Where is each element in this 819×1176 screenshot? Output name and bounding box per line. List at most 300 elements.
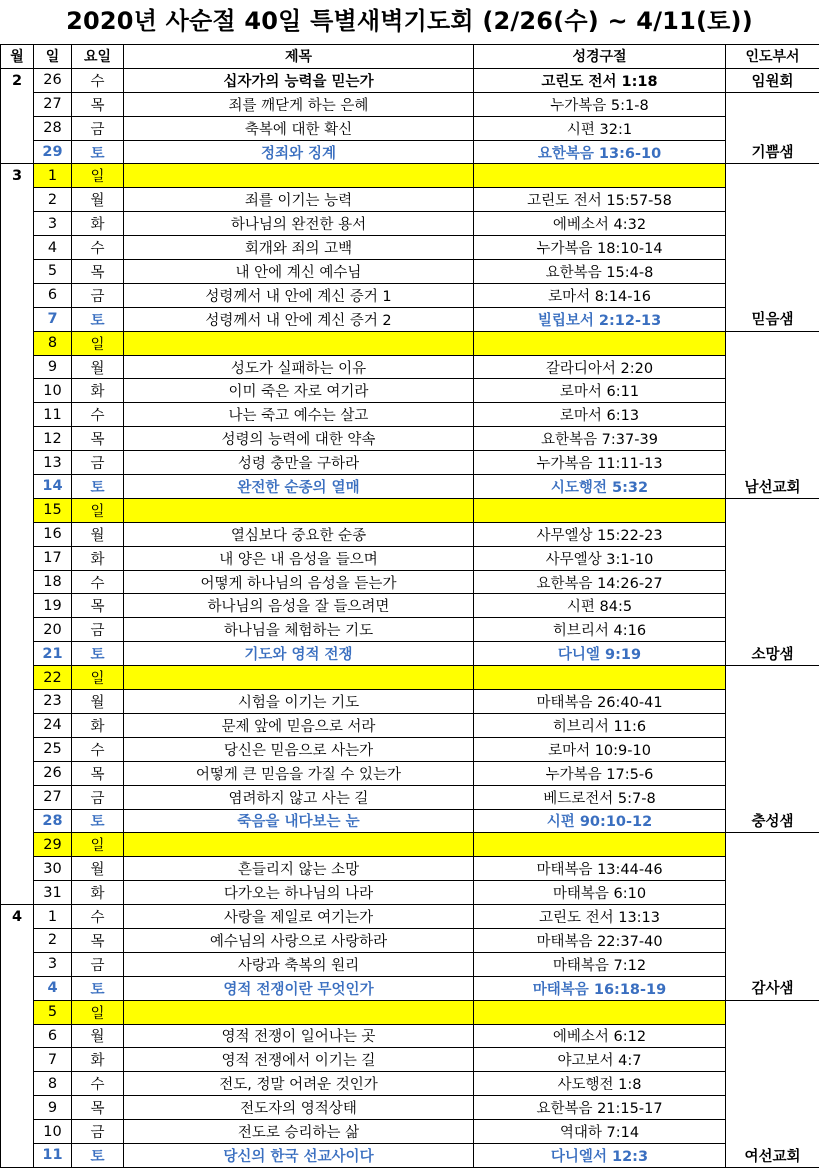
row-title: 당신의 한국 선교사이다 — [124, 1143, 474, 1167]
row-title: 하나님을 체험하는 기도 — [124, 618, 474, 642]
row-weekday: 토 — [72, 1143, 124, 1167]
row-month — [1, 976, 34, 1000]
row-month — [1, 283, 34, 307]
schedule-table — [0, 44, 819, 1168]
row-month — [1, 642, 34, 666]
row-weekday: 일 — [72, 1000, 124, 1024]
row-day: 6 — [34, 1024, 72, 1048]
table-row — [1, 92, 819, 116]
row-title: 십자가의 능력을 믿는가 — [124, 68, 474, 92]
table-row — [1, 522, 819, 546]
row-dept: 임원회 — [726, 68, 819, 92]
row-month — [1, 1072, 34, 1096]
row-month — [1, 1048, 34, 1072]
row-title: 염려하지 않고 사는 길 — [124, 785, 474, 809]
row-day: 17 — [34, 546, 72, 570]
table-row — [1, 642, 819, 666]
row-dept — [726, 283, 819, 307]
table-row — [1, 260, 819, 284]
row-verse: 시편 84:5 — [474, 594, 726, 618]
row-day: 24 — [34, 713, 72, 737]
row-dept — [726, 379, 819, 403]
row-weekday: 화 — [72, 1048, 124, 1072]
header-day: 일 — [34, 45, 72, 69]
table-row — [1, 666, 819, 690]
row-weekday: 월 — [72, 355, 124, 379]
row-title: 기도와 영적 전쟁 — [124, 642, 474, 666]
table-row — [1, 379, 819, 403]
row-title — [124, 666, 474, 690]
row-title: 시험을 이기는 기도 — [124, 690, 474, 714]
row-day: 15 — [34, 498, 72, 522]
row-weekday: 일 — [72, 833, 124, 857]
table-row — [1, 451, 819, 475]
row-month — [1, 713, 34, 737]
row-verse: 마태복음 13:44-46 — [474, 857, 726, 881]
row-month — [1, 379, 34, 403]
row-dept — [726, 403, 819, 427]
table-row — [1, 809, 819, 833]
row-day: 1 — [34, 164, 72, 188]
row-verse — [474, 1000, 726, 1024]
row-day: 20 — [34, 618, 72, 642]
table-row — [1, 403, 819, 427]
row-title: 성도가 실패하는 이유 — [124, 355, 474, 379]
row-dept — [726, 1024, 819, 1048]
row-title: 완전한 순종의 열매 — [124, 475, 474, 499]
row-verse: 사도행전 1:8 — [474, 1072, 726, 1096]
row-month — [1, 594, 34, 618]
row-dept — [726, 355, 819, 379]
row-title: 하나님의 완전한 용서 — [124, 212, 474, 236]
row-day: 9 — [34, 355, 72, 379]
row-day: 28 — [34, 809, 72, 833]
row-weekday: 금 — [72, 451, 124, 475]
row-day: 2 — [34, 188, 72, 212]
row-weekday: 목 — [72, 594, 124, 618]
row-verse: 고린도 전서 13:13 — [474, 905, 726, 929]
row-month — [1, 140, 34, 164]
row-title: 성령 충만을 구하라 — [124, 451, 474, 475]
row-verse: 히브리서 4:16 — [474, 618, 726, 642]
row-verse: 누가복음 17:5-6 — [474, 761, 726, 785]
row-day: 30 — [34, 857, 72, 881]
row-month — [1, 331, 34, 355]
table-row — [1, 1024, 819, 1048]
row-title — [124, 498, 474, 522]
row-verse: 로마서 6:11 — [474, 379, 726, 403]
row-title: 영적 전쟁이란 무엇인가 — [124, 976, 474, 1000]
row-dept — [726, 188, 819, 212]
row-day: 5 — [34, 260, 72, 284]
row-weekday: 월 — [72, 690, 124, 714]
table-row — [1, 68, 819, 92]
row-title: 열심보다 중요한 순종 — [124, 522, 474, 546]
row-weekday: 일 — [72, 331, 124, 355]
row-dept — [726, 164, 819, 188]
row-dept: 남선교회 — [726, 475, 819, 499]
row-day: 4 — [34, 976, 72, 1000]
row-verse: 에베소서 4:32 — [474, 212, 726, 236]
row-day: 2 — [34, 928, 72, 952]
row-title — [124, 1000, 474, 1024]
row-day: 5 — [34, 1000, 72, 1024]
row-month — [1, 188, 34, 212]
row-verse: 야고보서 4:7 — [474, 1048, 726, 1072]
row-verse: 누가복음 11:11-13 — [474, 451, 726, 475]
table-row — [1, 594, 819, 618]
row-dept — [726, 690, 819, 714]
row-verse: 마태복음 22:37-40 — [474, 928, 726, 952]
row-month — [1, 1000, 34, 1024]
row-title: 당신은 믿음으로 사는가 — [124, 737, 474, 761]
row-weekday: 토 — [72, 475, 124, 499]
row-verse: 요한복음 14:26-27 — [474, 570, 726, 594]
row-weekday: 목 — [72, 427, 124, 451]
row-verse — [474, 833, 726, 857]
row-verse: 요한복음 21:15-17 — [474, 1096, 726, 1120]
row-day: 8 — [34, 1072, 72, 1096]
row-title: 다가오는 하나님의 나라 — [124, 881, 474, 905]
row-day: 16 — [34, 522, 72, 546]
row-dept — [726, 427, 819, 451]
row-month — [1, 427, 34, 451]
table-row — [1, 905, 819, 929]
row-title: 전도, 정말 어려운 것인가 — [124, 1072, 474, 1096]
page-title: 2020년 사순절 40일 특별새벽기도회 (2/26(수) ~ 4/11(토)) — [66, 7, 753, 35]
row-weekday: 금 — [72, 952, 124, 976]
row-month — [1, 881, 34, 905]
table-row — [1, 1096, 819, 1120]
row-weekday: 수 — [72, 403, 124, 427]
row-month — [1, 451, 34, 475]
row-dept — [726, 713, 819, 737]
table-row — [1, 1072, 819, 1096]
row-dept — [726, 905, 819, 929]
row-title: 사랑과 축복의 원리 — [124, 952, 474, 976]
row-verse: 빌립보서 2:12-13 — [474, 307, 726, 331]
row-verse: 고린도 전서 15:57-58 — [474, 188, 726, 212]
row-dept — [726, 618, 819, 642]
row-weekday: 수 — [72, 68, 124, 92]
row-title — [124, 331, 474, 355]
row-dept — [726, 1072, 819, 1096]
row-title — [124, 833, 474, 857]
row-title: 죽음을 내다보는 눈 — [124, 809, 474, 833]
row-month — [1, 1120, 34, 1144]
row-weekday: 금 — [72, 618, 124, 642]
row-month — [1, 928, 34, 952]
row-month — [1, 618, 34, 642]
row-title: 축복에 대한 확신 — [124, 116, 474, 140]
table-row — [1, 737, 819, 761]
row-month — [1, 403, 34, 427]
row-weekday: 화 — [72, 546, 124, 570]
row-day: 27 — [34, 785, 72, 809]
row-verse — [474, 331, 726, 355]
row-weekday: 월 — [72, 188, 124, 212]
row-title: 예수님의 사랑으로 사랑하라 — [124, 928, 474, 952]
row-weekday: 월 — [72, 1024, 124, 1048]
row-title: 어떻게 큰 믿음을 가질 수 있는가 — [124, 761, 474, 785]
row-weekday: 일 — [72, 498, 124, 522]
row-dept — [726, 881, 819, 905]
row-weekday: 금 — [72, 116, 124, 140]
row-title: 어떻게 하나님의 음성을 듣는가 — [124, 570, 474, 594]
row-weekday: 목 — [72, 928, 124, 952]
header-dept: 인도부서 — [726, 45, 819, 69]
row-verse: 다니엘서 12:3 — [474, 1143, 726, 1167]
table-row — [1, 690, 819, 714]
row-verse: 사무엘상 15:22-23 — [474, 522, 726, 546]
table-row — [1, 546, 819, 570]
row-month — [1, 857, 34, 881]
row-title: 이미 죽은 자로 여기라 — [124, 379, 474, 403]
row-verse: 시편 90:10-12 — [474, 809, 726, 833]
row-dept — [726, 833, 819, 857]
table-row — [1, 928, 819, 952]
row-day: 29 — [34, 833, 72, 857]
row-verse: 히브리서 11:6 — [474, 713, 726, 737]
row-verse: 시도행전 5:32 — [474, 475, 726, 499]
row-verse: 마태복음 16:18-19 — [474, 976, 726, 1000]
row-day: 29 — [34, 140, 72, 164]
table-row — [1, 857, 819, 881]
row-month — [1, 355, 34, 379]
row-month — [1, 690, 34, 714]
row-month — [1, 260, 34, 284]
table-row — [1, 618, 819, 642]
row-verse: 역대하 7:14 — [474, 1120, 726, 1144]
table-row — [1, 833, 819, 857]
row-month: 3 — [1, 164, 34, 188]
row-weekday: 금 — [72, 283, 124, 307]
row-verse — [474, 498, 726, 522]
table-row — [1, 881, 819, 905]
row-dept — [726, 212, 819, 236]
row-month — [1, 307, 34, 331]
row-day: 28 — [34, 116, 72, 140]
row-weekday: 금 — [72, 1120, 124, 1144]
table-row — [1, 976, 819, 1000]
row-day: 7 — [34, 307, 72, 331]
header-title: 제목 — [124, 45, 474, 69]
row-title: 죄를 이기는 능력 — [124, 188, 474, 212]
header-verse: 성경구절 — [474, 45, 726, 69]
row-dept — [726, 522, 819, 546]
table-row — [1, 307, 819, 331]
row-verse: 마태복음 6:10 — [474, 881, 726, 905]
row-dept: 여선교회 — [726, 1143, 819, 1167]
row-day: 11 — [34, 403, 72, 427]
row-dept — [726, 236, 819, 260]
row-month — [1, 236, 34, 260]
table-row — [1, 331, 819, 355]
row-dept — [726, 92, 819, 116]
table-row — [1, 1000, 819, 1024]
table-row — [1, 713, 819, 737]
row-dept — [726, 928, 819, 952]
row-dept — [726, 785, 819, 809]
row-day: 6 — [34, 283, 72, 307]
row-verse — [474, 164, 726, 188]
row-verse: 로마서 10:9-10 — [474, 737, 726, 761]
table-row — [1, 761, 819, 785]
row-title: 내 안에 계신 예수님 — [124, 260, 474, 284]
table-row — [1, 475, 819, 499]
row-weekday: 목 — [72, 761, 124, 785]
row-title: 전도자의 영적상태 — [124, 1096, 474, 1120]
header-month: 월 — [1, 45, 34, 69]
row-weekday: 화 — [72, 379, 124, 403]
row-verse: 고린도 전서 1:18 — [474, 68, 726, 92]
row-day: 10 — [34, 379, 72, 403]
row-dept — [726, 857, 819, 881]
row-dept: 믿음샘 — [726, 307, 819, 331]
row-verse: 마태복음 7:12 — [474, 952, 726, 976]
row-month — [1, 546, 34, 570]
row-weekday: 토 — [72, 642, 124, 666]
row-verse: 에베소서 6:12 — [474, 1024, 726, 1048]
row-title: 사랑을 제일로 여기는가 — [124, 905, 474, 929]
row-dept — [726, 761, 819, 785]
row-verse: 사무엘상 3:1-10 — [474, 546, 726, 570]
row-weekday: 일 — [72, 666, 124, 690]
table-row — [1, 188, 819, 212]
row-verse: 누가복음 18:10-14 — [474, 236, 726, 260]
row-month — [1, 475, 34, 499]
row-month — [1, 737, 34, 761]
row-dept — [726, 331, 819, 355]
row-month — [1, 570, 34, 594]
row-dept: 감사샘 — [726, 976, 819, 1000]
row-title: 성령의 능력에 대한 약속 — [124, 427, 474, 451]
table-row — [1, 498, 819, 522]
row-month — [1, 212, 34, 236]
row-day: 19 — [34, 594, 72, 618]
row-verse — [474, 666, 726, 690]
row-dept — [726, 737, 819, 761]
row-dept — [726, 1048, 819, 1072]
row-day: 9 — [34, 1096, 72, 1120]
row-weekday: 목 — [72, 92, 124, 116]
table-row — [1, 1120, 819, 1144]
row-verse: 베드로전서 5:7-8 — [474, 785, 726, 809]
row-day: 8 — [34, 331, 72, 355]
row-title: 내 양은 내 음성을 들으며 — [124, 546, 474, 570]
row-verse: 시편 32:1 — [474, 116, 726, 140]
header-dow: 요일 — [72, 45, 124, 69]
row-weekday: 수 — [72, 236, 124, 260]
row-weekday: 수 — [72, 570, 124, 594]
row-month — [1, 116, 34, 140]
row-weekday: 화 — [72, 881, 124, 905]
row-weekday: 화 — [72, 713, 124, 737]
row-dept — [726, 952, 819, 976]
row-verse: 갈라디아서 2:20 — [474, 355, 726, 379]
row-verse: 누가복음 5:1-8 — [474, 92, 726, 116]
row-title: 정죄와 징계 — [124, 140, 474, 164]
row-title: 전도로 승리하는 삶 — [124, 1120, 474, 1144]
row-day: 23 — [34, 690, 72, 714]
row-weekday: 토 — [72, 976, 124, 1000]
row-month — [1, 1143, 34, 1167]
row-weekday: 월 — [72, 857, 124, 881]
row-day: 3 — [34, 952, 72, 976]
row-dept — [726, 116, 819, 140]
row-title: 죄를 깨닫게 하는 은혜 — [124, 92, 474, 116]
row-day: 18 — [34, 570, 72, 594]
row-weekday: 토 — [72, 140, 124, 164]
row-dept — [726, 260, 819, 284]
row-month — [1, 666, 34, 690]
table-row — [1, 140, 819, 164]
row-dept: 기쁨샘 — [726, 140, 819, 164]
row-weekday: 일 — [72, 164, 124, 188]
row-day: 11 — [34, 1143, 72, 1167]
row-day: 13 — [34, 451, 72, 475]
row-month — [1, 522, 34, 546]
table-row — [1, 427, 819, 451]
row-title: 성령께서 내 안에 계신 증거 1 — [124, 283, 474, 307]
row-day: 4 — [34, 236, 72, 260]
row-weekday: 토 — [72, 307, 124, 331]
row-verse: 요한복음 13:6-10 — [474, 140, 726, 164]
row-weekday: 월 — [72, 522, 124, 546]
row-day: 12 — [34, 427, 72, 451]
row-verse: 요한복음 15:4-8 — [474, 260, 726, 284]
row-month — [1, 952, 34, 976]
row-day: 10 — [34, 1120, 72, 1144]
row-month — [1, 92, 34, 116]
table-row — [1, 1143, 819, 1167]
row-month — [1, 1096, 34, 1120]
table-row — [1, 116, 819, 140]
row-day: 26 — [34, 761, 72, 785]
row-weekday: 목 — [72, 1096, 124, 1120]
row-title: 회개와 죄의 고백 — [124, 236, 474, 260]
row-month — [1, 785, 34, 809]
row-dept — [726, 546, 819, 570]
row-dept — [726, 666, 819, 690]
row-weekday: 수 — [72, 737, 124, 761]
row-weekday: 수 — [72, 905, 124, 929]
row-verse: 마태복음 26:40-41 — [474, 690, 726, 714]
row-day: 7 — [34, 1048, 72, 1072]
row-month — [1, 761, 34, 785]
row-day: 27 — [34, 92, 72, 116]
row-weekday: 화 — [72, 212, 124, 236]
table-row — [1, 283, 819, 307]
table-row — [1, 212, 819, 236]
row-day: 14 — [34, 475, 72, 499]
row-dept — [726, 1000, 819, 1024]
row-month: 2 — [1, 68, 34, 92]
row-title: 문제 앞에 믿음으로 서라 — [124, 713, 474, 737]
row-dept: 소망샘 — [726, 642, 819, 666]
row-day: 25 — [34, 737, 72, 761]
row-day: 3 — [34, 212, 72, 236]
table-row — [1, 952, 819, 976]
row-dept — [726, 1120, 819, 1144]
row-day: 22 — [34, 666, 72, 690]
table-row — [1, 785, 819, 809]
table-row — [1, 355, 819, 379]
row-weekday: 토 — [72, 809, 124, 833]
row-dept — [726, 594, 819, 618]
row-verse: 로마서 8:14-16 — [474, 283, 726, 307]
row-dept — [726, 1096, 819, 1120]
